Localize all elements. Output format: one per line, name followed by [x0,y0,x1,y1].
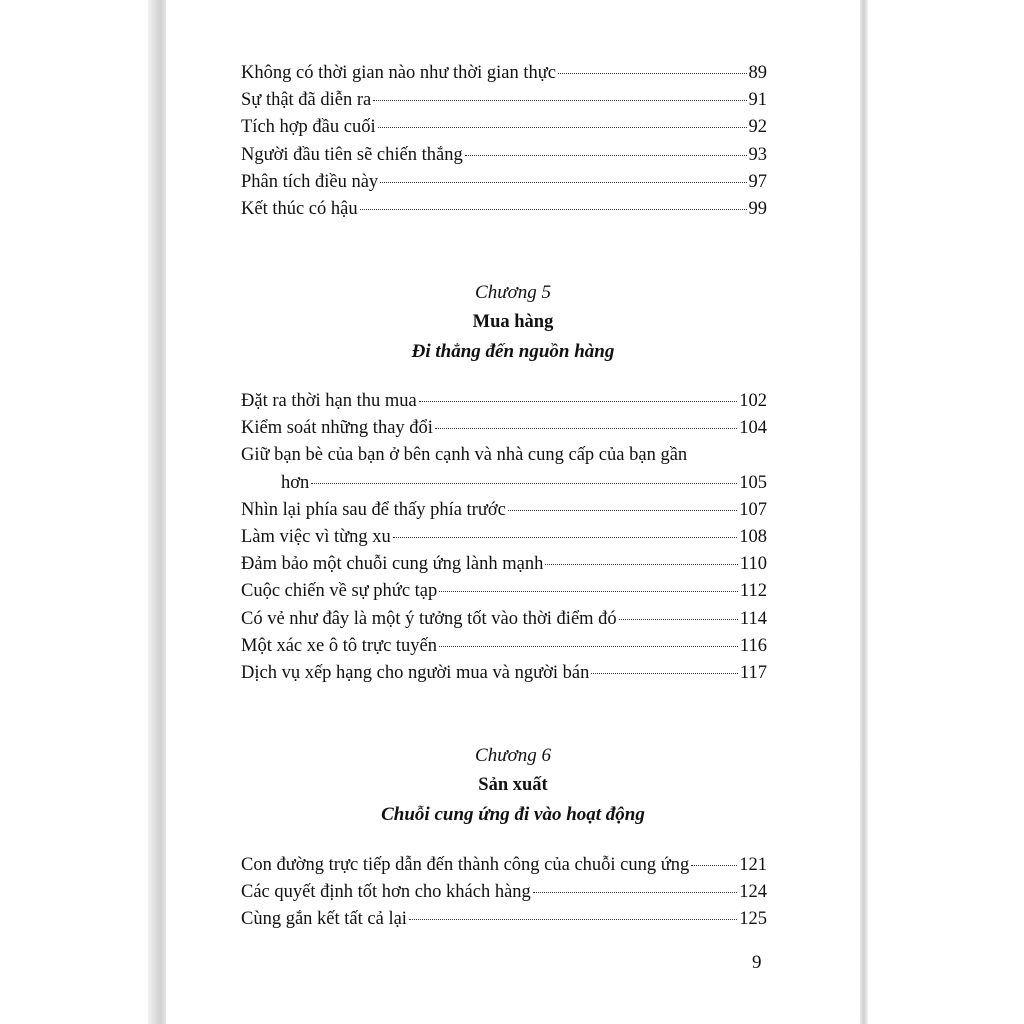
toc-leader [691,865,737,866]
toc-entry-page: 125 [739,909,767,930]
toc-entry-page: 93 [748,144,767,165]
toc-entry-title: Nhìn lại phía sau để thấy phía trước [241,499,506,520]
toc-leader [619,619,738,620]
toc-section-chapter4-end [241,60,767,223]
toc-leader [591,673,738,674]
toc-entry [241,633,767,660]
toc-section-chapter5 [241,388,767,687]
toc-entry-page: 91 [748,90,767,111]
toc-entry-page: 117 [739,662,767,683]
toc-entry-title: Đặt ra thời hạn thu mua [241,391,417,411]
toc-entry-page: 121 [739,855,767,875]
toc-leader [360,209,747,210]
toc-entry [241,551,767,578]
toc-leader [558,73,746,74]
toc-entry [241,415,767,442]
toc-entry [241,578,767,605]
toc-entry-title: Người đầu tiên sẽ chiến thắng [241,144,463,165]
page-edge-shadow [860,0,868,1024]
toc-leader [378,127,747,128]
toc-leader [380,182,746,183]
toc-entry-title: Phân tích điều này [241,171,379,192]
toc-entry [241,442,767,469]
toc-entry-page: 102 [739,391,767,411]
toc-entry-page: 112 [739,581,767,602]
toc-entry [241,169,767,196]
toc-entry-title: Đảm bảo một chuỗi cung ứng lành mạnh [241,554,544,575]
toc-entry [241,60,767,87]
toc-entry [241,114,767,141]
chapter6-heading [166,741,860,831]
toc-leader [409,919,737,920]
toc-entry-page: 97 [748,171,767,192]
toc-entry [241,524,767,551]
toc-entry [241,142,767,169]
toc-leader [508,510,737,511]
toc-entry [241,196,767,223]
toc-entry-title: Con đường trực tiếp dẫn đến thành công của chuỗi cung ứng [241,855,690,875]
toc-entry-page: 108 [739,526,767,547]
toc-entry-page: 107 [739,499,767,520]
toc-entry [241,906,767,933]
toc-entry [241,388,767,415]
toc-leader [439,646,738,647]
toc-entry [241,852,767,879]
toc-leader [435,428,737,429]
chapter6-subtitle: Chuỗi cung ứng đi vào hoạt động [381,804,645,825]
toc-entry-title: Cuộc chiến về sự phức tạp [241,581,438,602]
toc-leader [533,892,737,893]
toc-leader [439,591,738,592]
toc-leader [393,537,737,538]
toc-leader [465,155,747,156]
toc-entry-page: 99 [748,198,767,219]
chapter5-heading [166,278,860,368]
toc-entry-title: Cùng gắn kết tất cả lại [241,909,407,930]
toc-entry-page: 89 [748,63,767,83]
toc-entry-title: Dịch vụ xếp hạng cho người mua và người bán [241,662,590,683]
toc-leader [373,100,746,101]
toc-entry-page: 104 [739,418,767,439]
toc-entry-title: Làm việc vì từng xu [241,526,391,547]
toc-leader [545,564,738,565]
chapter5-subtitle: Đi thẳng đến nguồn hàng [411,341,615,362]
toc-entry-page: 116 [739,635,767,656]
toc-entry [241,879,767,906]
toc-entry-title: Sự thật đã diễn ra [241,90,372,111]
toc-entry-page: 92 [748,117,767,138]
toc-entry-page: 114 [739,608,767,629]
page-number: 9 [752,952,762,973]
toc-entry-title: Tích hợp đầu cuối [241,117,376,138]
toc-entry [241,87,767,114]
toc-entry-title: Một xác xe ô tô trực tuyến [241,635,438,656]
toc-entry-title: Có vẻ như đây là một ý tưởng tốt vào thời điểm đó [241,608,617,629]
toc-entry-title: Không có thời gian nào như thời gian thực [241,63,557,83]
toc-entry [241,660,767,687]
toc-entry-title: Các quyết định tốt hơn cho khách hàng [241,882,531,903]
toc-entry-title-continued: hơn [281,472,310,493]
toc-entry-continuation [241,470,767,497]
toc-entry-title: Giữ bạn bè của bạn ở bên cạnh và nhà cung cấp của bạn gần [241,445,688,466]
toc-leader [419,401,738,402]
toc-entry-page: 105 [739,472,767,493]
page-gutter-shadow [148,0,166,1024]
chapter5-name: Mua hàng [472,312,554,332]
toc-entry-page: 110 [739,554,767,575]
toc-entry [241,497,767,524]
toc-section-chapter6 [241,852,767,934]
toc-entry-title: Kết thúc có hậu [241,198,358,219]
toc-entry-title: Kiểm soát những thay đổi [241,418,433,439]
chapter6-name: Sản xuất [478,775,548,795]
toc-entry [241,606,767,633]
toc-entry-page: 124 [739,882,767,903]
toc-leader [311,483,737,484]
chapter6-number: Chương 6 [475,745,551,766]
chapter5-number: Chương 5 [475,282,551,303]
